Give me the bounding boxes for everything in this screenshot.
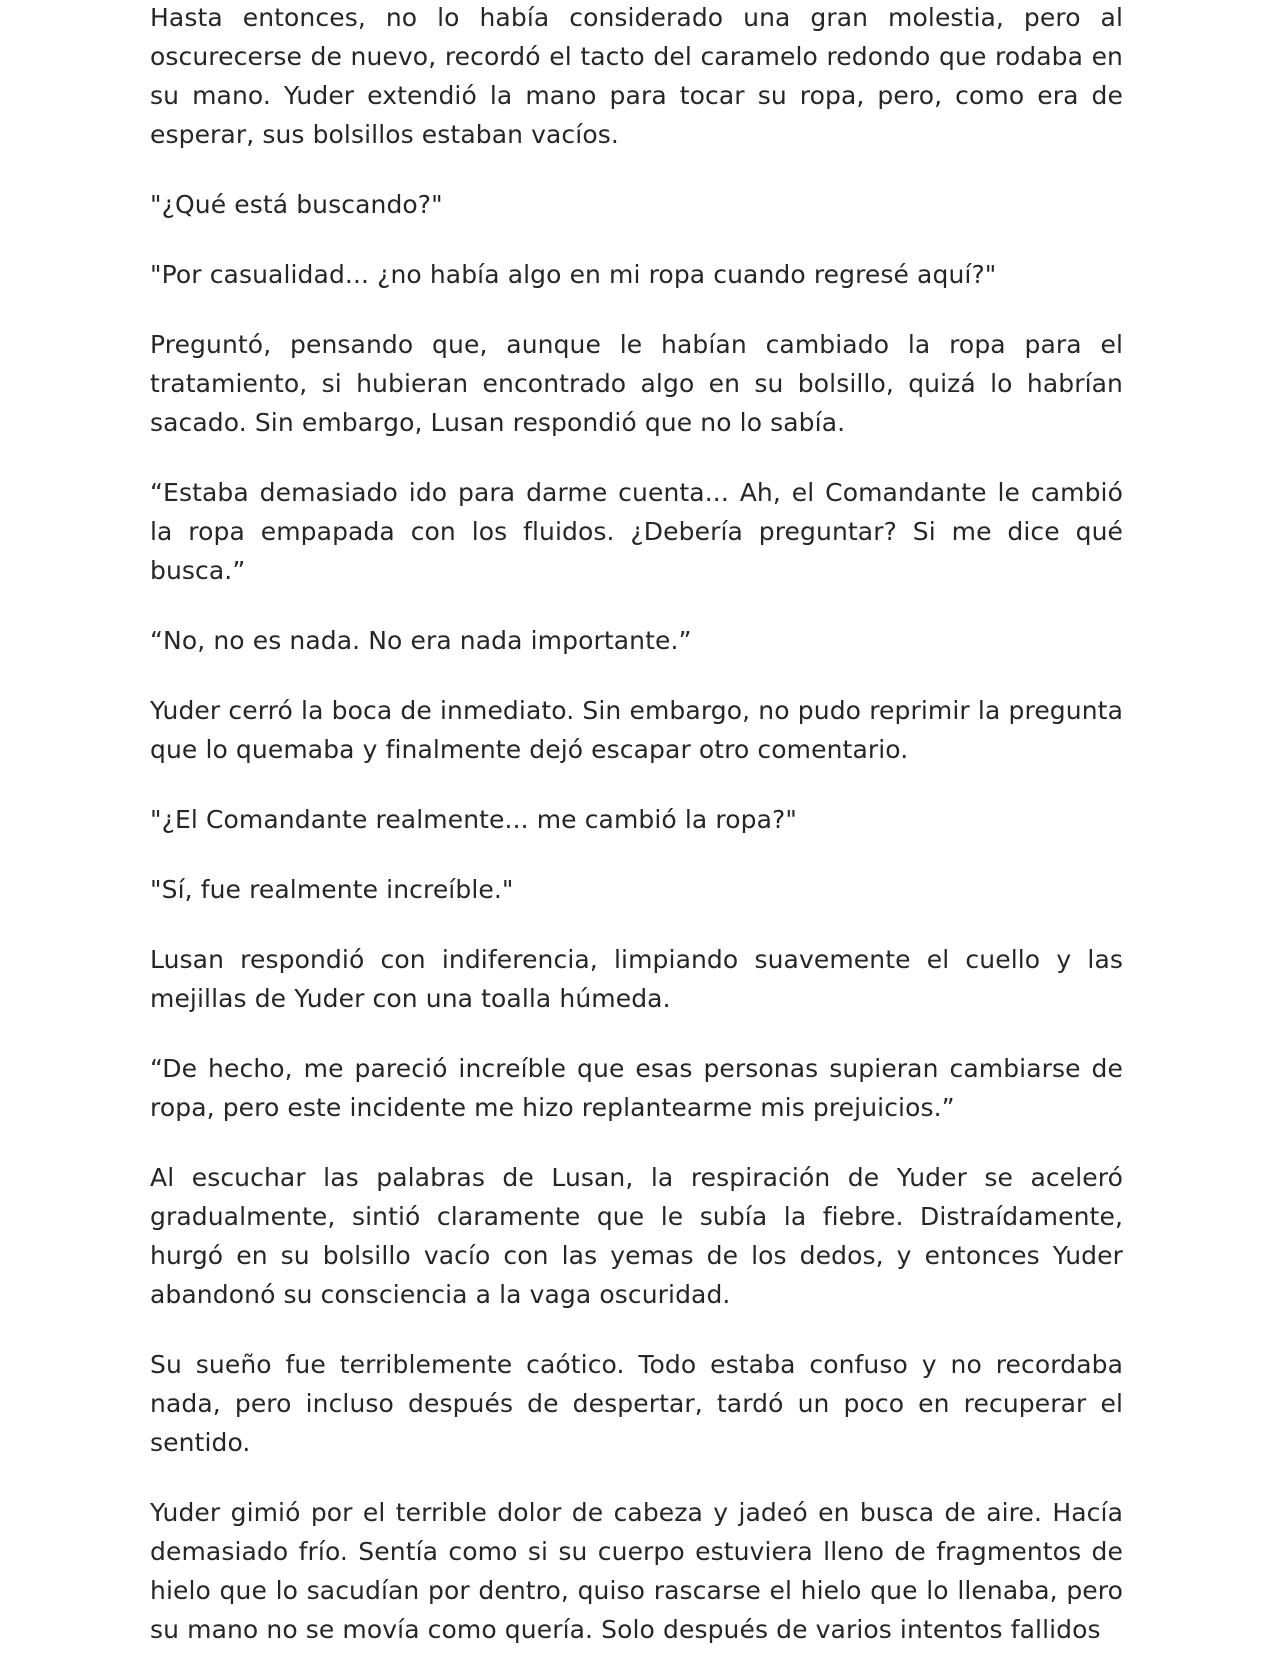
document-page bbox=[150, 0, 1123, 1680]
paragraph: Yuder gimió por el terrible dolor de cabeza y jadeó en busca de aire. Hacía demasiado frío. Sentía como si su cuerpo estuviera lleno de fragmentos de hielo que lo sacudían por dentro, quiso rascarse el hielo que lo llenaba, pero su mano no se movía como quería. Solo después de varios intentos fallidos bbox=[150, 1498, 1123, 1644]
paragraph: "Sí, fue realmente increíble." bbox=[150, 875, 514, 904]
paragraph: Al escuchar las palabras de Lusan, la respiración de Yuder se aceleró gradualmente, sintió claramente que le subía la fiebre. Distraídamente, hurgó en su bolsillo vacío con las yemas de los dedos, y entonces Yuder abandonó su consciencia a la vaga oscuridad. bbox=[150, 1163, 1123, 1309]
paragraph: “Estaba demasiado ido para darme cuenta... Ah, el Comandante le cambió la ropa empapada con los fluidos. ¿Debería preguntar? Si me dice qué busca.” bbox=[150, 478, 1123, 585]
paragraph: “No, no es nada. No era nada importante.” bbox=[150, 626, 692, 655]
paragraph: "¿Qué está buscando?" bbox=[150, 190, 443, 219]
paragraph: Lusan respondió con indiferencia, limpiando suavemente el cuello y las mejillas de Yuder con una toalla húmeda. bbox=[150, 945, 1123, 1013]
paragraph: Su sueño fue terriblemente caótico. Todo estaba confuso y no recordaba nada, pero incluso después de despertar, tardó un poco en recuperar el sentido. bbox=[150, 1350, 1123, 1457]
paragraph: Yuder cerró la boca de inmediato. Sin embargo, no pudo reprimir la pregunta que lo quemaba y finalmente dejó escapar otro comentario. bbox=[150, 696, 1123, 764]
paragraph: Hasta entonces, no lo había considerado una gran molestia, pero al oscurecerse de nuevo, recordó el tacto del caramelo redondo que rodaba en su mano. Yuder extendió la mano para tocar su ropa, pero, como era de esperar, sus bolsillos estaban vacíos. bbox=[150, 3, 1123, 149]
paragraph: Preguntó, pensando que, aunque le habían cambiado la ropa para el tratamiento, si hubieran encontrado algo en su bolsillo, quizá lo habrían sacado. Sin embargo, Lusan respondió que no lo sabía. bbox=[150, 330, 1123, 437]
paragraph: "¿El Comandante realmente... me cambió la ropa?" bbox=[150, 805, 797, 834]
paragraph: “De hecho, me pareció increíble que esas personas supieran cambiarse de ropa, pero este incidente me hizo replantearme mis prejuicios.” bbox=[150, 1054, 1123, 1122]
paragraph: "Por casualidad... ¿no había algo en mi ropa cuando regresé aquí?" bbox=[150, 260, 997, 289]
